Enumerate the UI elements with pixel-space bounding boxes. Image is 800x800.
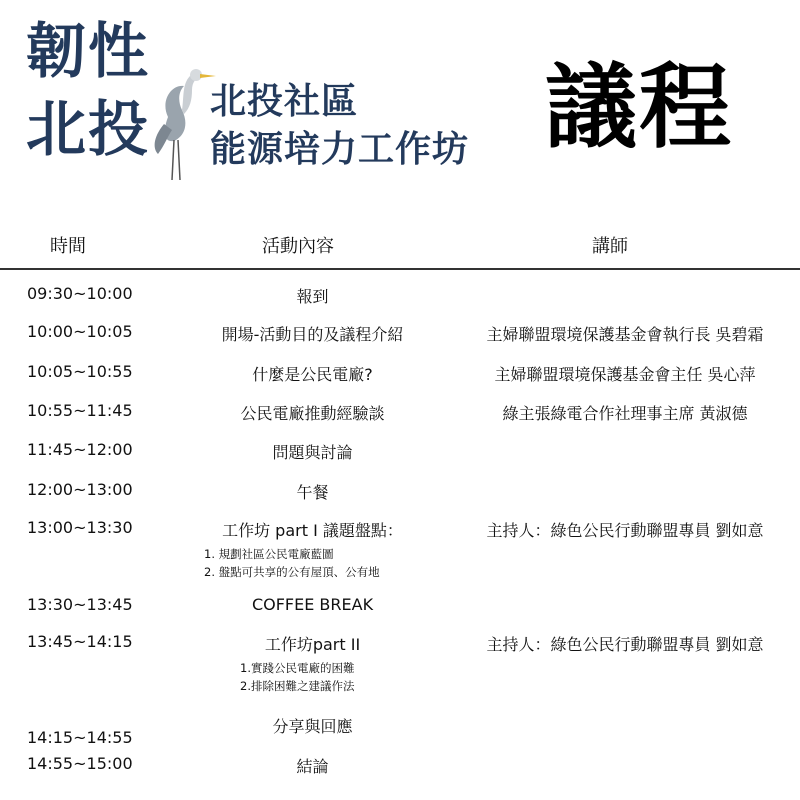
row-activity xyxy=(180,754,445,777)
row-speaker: 主婦聯盟環境保護基金會執行長 吳碧霜 xyxy=(486,325,764,344)
page-title: 議程 xyxy=(545,54,734,161)
row-activity xyxy=(180,632,445,695)
header-divider xyxy=(0,268,800,270)
row-time: 10:05~10:55 xyxy=(27,362,133,381)
row-time: 09:30~10:00 xyxy=(27,284,133,303)
row-activity-title: 公民電廠推動經驗談 xyxy=(240,404,385,423)
activity-sub-item: 2. 盤點可共享的公有屋頂、公有地 xyxy=(204,565,380,579)
row-time: 14:55~15:00 xyxy=(27,754,133,773)
row-time: 13:45~14:15 xyxy=(27,632,133,651)
row-time: 11:45~12:00 xyxy=(27,440,133,459)
row-time: 13:00~13:30 xyxy=(27,518,133,537)
row-activity-title: 開場-活動目的及議程介紹 xyxy=(221,325,404,344)
row-activity xyxy=(180,440,445,463)
row-activity-title: 分享與回應 xyxy=(272,717,353,736)
row-activity-title: 問題與討論 xyxy=(272,443,353,462)
row-activity-title: 報到 xyxy=(296,287,329,306)
row-activity-items xyxy=(180,659,445,695)
row-activity xyxy=(180,518,445,581)
subtitle-line1: 北投社區 xyxy=(210,81,359,122)
row-activity xyxy=(180,362,445,385)
row-activity xyxy=(180,284,445,307)
row-time: 13:30~13:45 xyxy=(27,595,133,614)
row-activity-title: COFFEE BREAK xyxy=(251,595,374,614)
activity-sub-item: 1.實踐公民電廠的困難 xyxy=(240,661,355,675)
row-activity-title: 結論 xyxy=(296,757,329,776)
row-activity-title: 工作坊part II xyxy=(264,635,361,654)
logo-text-line2: 北投 xyxy=(26,95,150,165)
row-activity xyxy=(180,595,445,614)
column-header-activity: 活動內容 xyxy=(262,236,334,257)
column-header-speaker: 講師 xyxy=(592,236,628,257)
row-time: 10:00~10:05 xyxy=(27,322,133,341)
row-time: 10:55~11:45 xyxy=(27,401,133,420)
row-speaker: 主持人：綠色公民行動聯盟專員 劉如意 xyxy=(486,521,764,540)
column-header-time: 時間 xyxy=(50,236,86,257)
row-activity xyxy=(180,401,445,424)
row-speaker: 主婦聯盟環境保護基金會主任 吳心萍 xyxy=(494,365,756,384)
row-activity-title: 午餐 xyxy=(296,483,329,502)
heron-icon xyxy=(138,62,218,182)
row-activity-title: 什麼是公民電廠? xyxy=(252,365,373,384)
activity-sub-item: 1. 規劃社區公民電廠藍圖 xyxy=(204,547,334,561)
row-activity xyxy=(180,322,445,345)
row-speaker: 主持人：綠色公民行動聯盟專員 劉如意 xyxy=(486,635,764,654)
row-activity xyxy=(180,480,445,503)
row-activity-items xyxy=(180,545,445,581)
subtitle-line2: 能源培力工作坊 xyxy=(210,129,470,170)
row-time: 12:00~13:00 xyxy=(27,480,133,499)
row-speaker: 綠主張綠電合作社理事主席 黃淑德 xyxy=(502,404,748,423)
logo-text-line1: 韌性 xyxy=(26,17,150,87)
activity-sub-item: 2.排除困難之建議作法 xyxy=(240,679,355,693)
row-activity xyxy=(180,714,445,737)
row-time: 14:15~14:55 xyxy=(27,728,133,747)
row-activity-title: 工作坊 part I 議題盤點： xyxy=(222,521,403,540)
